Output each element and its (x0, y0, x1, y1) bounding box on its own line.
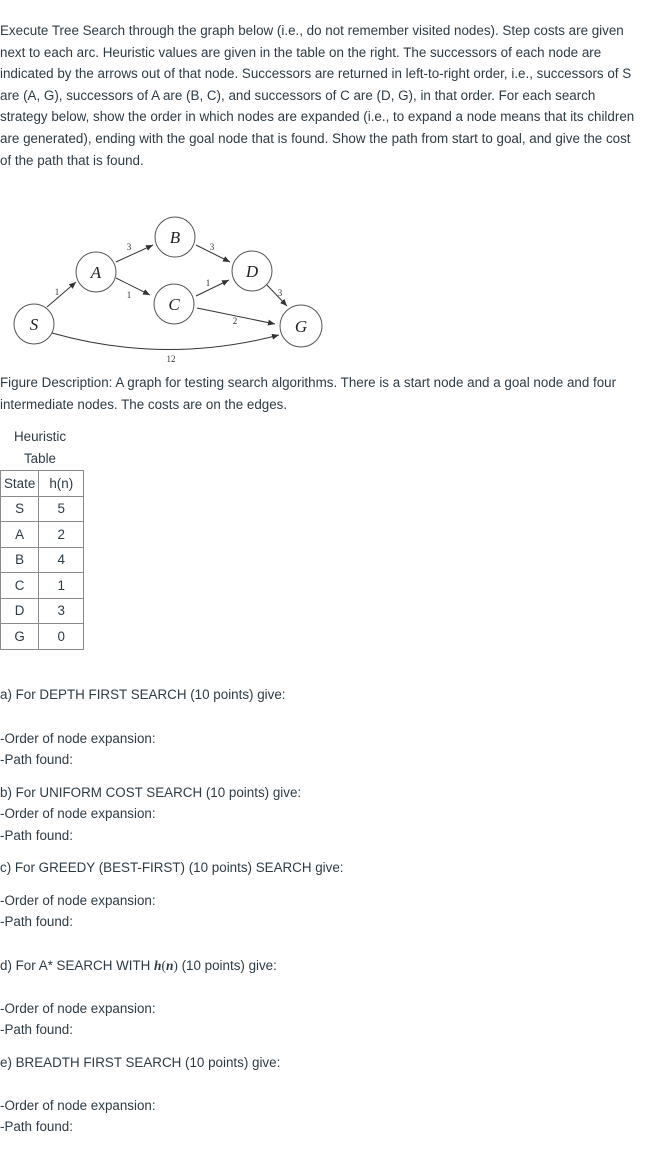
question-b-title: b) For UNIFORM COST SEARCH (10 points) give: (0, 785, 302, 800)
question-e-path: -Path found: (0, 1119, 73, 1134)
question-b-order: -Order of node expansion: (0, 806, 156, 821)
table-row (1, 522, 84, 548)
node-g-label: G (294, 317, 308, 336)
state-cell: C (1, 573, 39, 599)
edge-s-g (52, 333, 279, 350)
h-cell: 4 (39, 547, 84, 573)
node-b-label: B (169, 228, 181, 247)
state-cell: D (1, 598, 39, 624)
node-c-label: C (168, 295, 180, 314)
cost-c-d: 1 (205, 278, 211, 288)
question-d-title-suffix: (10 points) give: (177, 958, 277, 973)
question-d-title-paren-open: ( (161, 958, 166, 973)
table-row (1, 547, 84, 573)
question-b-path: -Path found: (0, 828, 73, 843)
table-row (1, 598, 84, 624)
table-row (1, 573, 84, 599)
edge-a-b (116, 245, 153, 262)
state-cell: S (1, 496, 39, 522)
question-e-order: -Order of node expansion: (0, 1098, 156, 1113)
node-d-label: D (245, 262, 259, 281)
intro-paragraph: Execute Tree Search through the graph below (i.e., do not remember visited nodes). Step costs are given next to each arc. Heuristic values are given in the table on the right. The successors of each node are indicated by the arrows out of that node. Successors are returned in left-to-right order, i.e., successors of S are (A, G), successors of A are (B, C), and successors of C are (D, G), in that order. For each search strategy below, show the order in which nodes are expanded (i.e., to expand a node means that its children are generated), ending with the goal node that is found. Show the path from start to goal, and give the cost of the path that is found. (0, 23, 635, 168)
cost-a-c: 1 (126, 290, 132, 300)
question-d-title (0, 958, 277, 974)
node-a-label: A (90, 263, 102, 282)
figure-description: Figure Description: A graph for testing search algorithms. There is a start node and a goal node and four intermediate nodes. The costs are on the edges. (0, 375, 617, 412)
edge-d-g (266, 284, 287, 306)
question-a-path: -Path found: (0, 752, 73, 767)
h-cell: 5 (39, 496, 84, 522)
table-header-row (1, 471, 84, 497)
edge-a-c (116, 278, 150, 295)
question-c-order: -Order of node expansion: (0, 893, 156, 908)
cost-s-g: 12 (166, 354, 176, 364)
question-e-title: e) BREADTH FIRST SEARCH (10 points) give: (0, 1055, 281, 1070)
h-cell: 2 (39, 522, 84, 548)
header-state: State (1, 471, 39, 497)
h-cell: 3 (39, 598, 84, 624)
question-d-title-prefix: d) For A* SEARCH WITH (0, 958, 155, 973)
state-cell: B (1, 547, 39, 573)
header-hn: h(n) (39, 471, 84, 497)
h-cell: 0 (39, 624, 84, 650)
cost-s-a: 1 (54, 287, 60, 297)
question-d-path: -Path found: (0, 1022, 73, 1037)
question-d-order: -Order of node expansion: (0, 1001, 156, 1016)
cost-b-d: 3 (209, 242, 215, 252)
table-row (1, 496, 84, 522)
cost-d-g: 3 (277, 288, 283, 298)
table-caption-line2: Table (23, 451, 56, 466)
edge-s-a (47, 282, 76, 307)
question-c-path: -Path found: (0, 914, 73, 929)
search-graph (0, 200, 649, 370)
question-d-title-paren-close: ) (173, 958, 178, 973)
heuristic-table (0, 470, 84, 650)
h-cell: 1 (39, 573, 84, 599)
state-cell: A (1, 522, 39, 548)
node-s-label: S (29, 315, 39, 334)
state-cell: G (1, 624, 39, 650)
question-d-title-n: n (165, 958, 174, 973)
question-c-title: c) For GREEDY (BEST-FIRST) (10 points) SEARCH give: (0, 860, 344, 875)
edge-c-d (196, 280, 229, 296)
table-caption-line1: Heuristic (13, 429, 67, 444)
cost-c-g: 2 (232, 316, 238, 326)
question-a-title: a) For DEPTH FIRST SEARCH (10 points) give: (0, 687, 286, 702)
cost-a-b: 3 (126, 242, 132, 252)
table-caption (0, 426, 80, 470)
question-d-title-h: h (154, 958, 162, 973)
table-row (1, 624, 84, 650)
question-a-order: -Order of node expansion: (0, 731, 156, 746)
